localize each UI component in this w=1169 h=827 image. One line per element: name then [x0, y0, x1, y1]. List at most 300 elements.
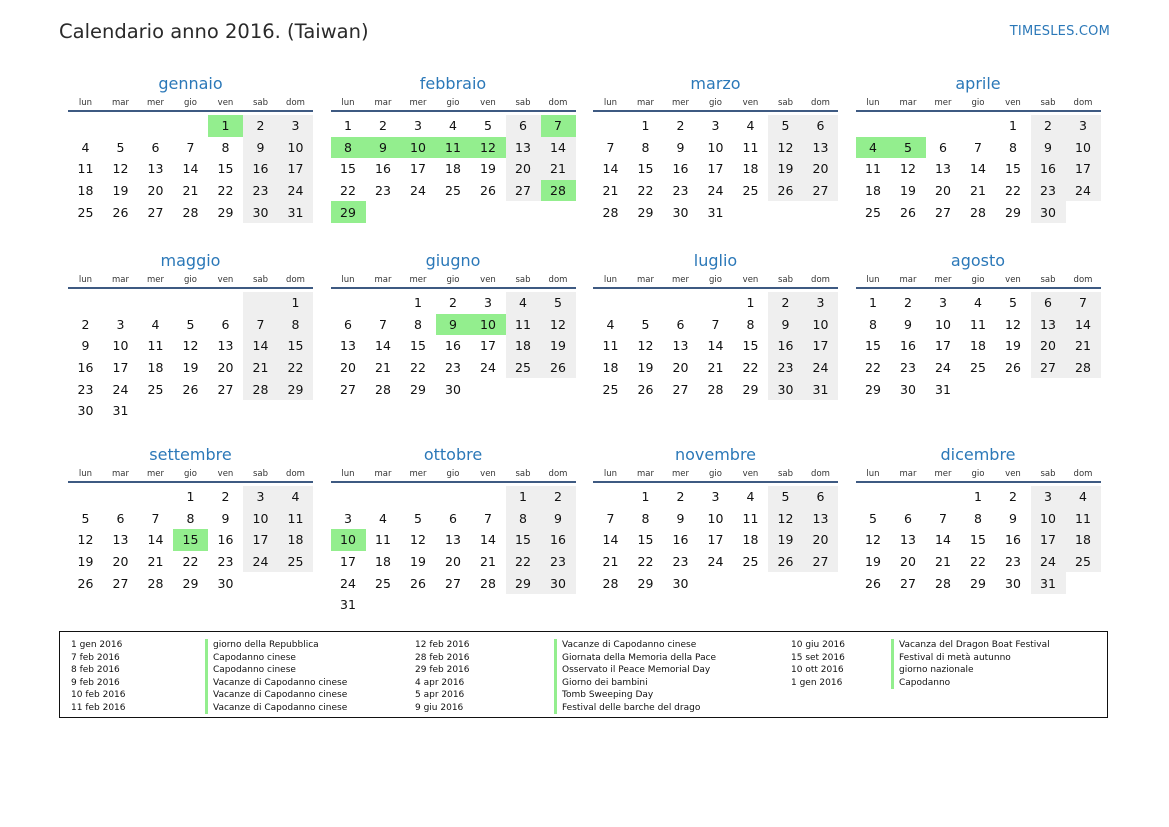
day-cell: 29	[506, 572, 541, 594]
day-cell: 25	[742, 183, 759, 199]
day-grid	[856, 115, 1101, 223]
holiday-name: Giorno dei bambini	[554, 677, 648, 690]
day-grid	[331, 486, 576, 616]
day-cell: 11	[865, 161, 881, 177]
day-cell: 8	[331, 137, 366, 159]
holiday-date: 9 feb 2016	[71, 677, 120, 688]
day-cell: 1	[414, 295, 422, 311]
empty-cell	[138, 486, 173, 508]
holiday-name: Capodanno cinese	[205, 652, 296, 665]
weekday-label: lun	[78, 98, 93, 108]
empty-cell	[698, 572, 733, 594]
weekday-header	[331, 96, 576, 112]
day-cell: 9	[436, 314, 471, 336]
month-aprile	[856, 72, 1101, 223]
empty-cell	[366, 594, 401, 616]
day-cell: 25	[742, 554, 759, 570]
day-cell: 23	[1005, 554, 1021, 570]
day-cell: 22	[217, 183, 234, 199]
day-cell: 16	[217, 532, 234, 548]
month-name: gennaio	[158, 74, 223, 93]
day-cell: 3	[484, 295, 492, 311]
month-maggio	[68, 249, 313, 422]
weekday-label: dom	[811, 98, 830, 108]
day-cell: 7	[606, 139, 615, 155]
weekday-label: ven	[742, 98, 759, 108]
day-cell: 28	[602, 204, 619, 220]
day-cell: 13	[340, 338, 356, 354]
day-cell: 28	[707, 381, 724, 397]
empty-cell	[278, 572, 313, 594]
day-cell: 10	[471, 314, 506, 336]
weekday-label: lun	[78, 469, 93, 479]
empty-cell	[436, 486, 471, 508]
empty-cell	[173, 115, 208, 137]
day-cell: 25	[970, 360, 986, 376]
day-cell: 5	[768, 115, 803, 137]
day-cell: 10	[935, 316, 951, 332]
weekday-label: ven	[1005, 469, 1021, 479]
day-cell: 30	[1005, 575, 1021, 591]
day-cell: 16	[768, 335, 803, 357]
day-cell: 19	[77, 554, 94, 570]
day-cell: 20	[1031, 335, 1066, 357]
empty-cell	[541, 594, 576, 616]
day-grid	[68, 486, 313, 594]
month-febbraio	[331, 72, 576, 223]
day-cell: 20	[803, 158, 838, 180]
holiday-date: 1 gen 2016	[71, 640, 123, 650]
day-cell: 22	[182, 554, 199, 570]
holiday-date: 29 feb 2016	[415, 665, 470, 675]
day-cell: 1	[1009, 118, 1017, 134]
weekday-label: ven	[217, 98, 234, 108]
weekday-label: gio	[709, 469, 722, 479]
day-cell: 2	[449, 295, 457, 311]
weekday-label: mar	[637, 98, 654, 108]
weekday-header	[593, 96, 838, 112]
month-name: agosto	[950, 251, 1006, 270]
day-cell: 27	[803, 551, 838, 573]
day-cell: 25	[602, 381, 619, 397]
day-cell: 19	[768, 529, 803, 551]
holiday-date: 10 giu 2016	[791, 640, 845, 650]
day-cell: 12	[768, 137, 803, 159]
day-cell: 17	[410, 161, 426, 177]
day-cell: 18	[77, 183, 94, 199]
weekday-header	[593, 273, 838, 289]
empty-cell	[173, 400, 208, 422]
weekday-label: gio	[971, 469, 985, 479]
day-cell: 15	[637, 532, 654, 548]
day-cell: 17	[112, 360, 129, 376]
day-cell: 24	[112, 381, 129, 397]
day-cell: 8	[221, 139, 230, 155]
day-cell: 20	[672, 360, 689, 376]
day-cell: 5	[484, 118, 492, 134]
day-cell: 22	[742, 360, 759, 376]
weekday-label: dom	[1073, 275, 1093, 285]
weekday-label: mer	[409, 469, 427, 479]
empty-cell	[173, 292, 208, 314]
day-cell: 21	[541, 158, 576, 180]
day-cell: 16	[900, 338, 916, 354]
day-cell: 9	[676, 139, 685, 155]
day-cell: 17	[278, 158, 313, 180]
empty-cell	[471, 378, 506, 400]
month-settembre	[68, 443, 313, 594]
day-cell: 17	[707, 161, 724, 177]
day-cell: 14	[375, 338, 391, 354]
day-cell: 8	[278, 314, 313, 336]
day-cell: 9	[221, 510, 230, 526]
weekday-label: sab	[515, 469, 531, 479]
holiday-date: 1 gen 2016	[791, 677, 843, 688]
weekday-label: lun	[866, 469, 880, 479]
months-grid	[68, 72, 1101, 632]
day-cell: 13	[147, 161, 164, 177]
weekday-header	[856, 467, 1101, 483]
day-cell: 25	[1066, 551, 1101, 573]
day-cell: 4	[379, 510, 387, 526]
weekday-label: mer	[671, 275, 689, 285]
day-cell: 29	[331, 201, 366, 223]
day-cell: 25	[445, 183, 461, 199]
day-cell: 4	[856, 137, 891, 159]
weekday-label: gio	[446, 98, 460, 108]
holiday-name: Vacanze di Capodanno cinese	[554, 639, 696, 652]
month-name: aprile	[955, 74, 1001, 93]
empty-cell	[506, 201, 541, 223]
weekday-label: dom	[548, 469, 568, 479]
day-cell: 14	[602, 161, 619, 177]
day-cell: 16	[1005, 532, 1021, 548]
day-cell: 12	[900, 161, 916, 177]
weekday-label: ven	[1005, 98, 1021, 108]
day-cell: 28	[1066, 357, 1101, 379]
weekday-label: ven	[217, 275, 234, 285]
day-cell: 23	[243, 180, 278, 202]
day-cell: 19	[541, 335, 576, 357]
day-cell: 7	[939, 510, 947, 526]
weekday-header	[68, 467, 313, 483]
holiday-date: 12 feb 2016	[415, 640, 470, 650]
day-cell: 6	[221, 316, 230, 332]
holiday-date: 15 set 2016	[791, 652, 845, 663]
day-cell: 12	[768, 508, 803, 530]
day-cell: 6	[344, 316, 352, 332]
day-cell: 5	[81, 510, 90, 526]
day-cell: 4	[151, 316, 160, 332]
day-cell: 7	[186, 139, 195, 155]
weekday-label: sab	[777, 98, 794, 108]
month-name: dicembre	[940, 445, 1016, 464]
day-cell: 11	[602, 338, 619, 354]
empty-cell	[593, 115, 628, 137]
empty-cell	[663, 292, 698, 314]
day-cell: 2	[81, 316, 90, 332]
month-ottobre	[331, 443, 576, 616]
day-cell: 3	[803, 292, 838, 314]
weekday-label: mer	[934, 275, 952, 285]
day-cell: 15	[278, 335, 313, 357]
day-cell: 18	[375, 554, 391, 570]
day-cell: 20	[803, 529, 838, 551]
day-cell: 3	[939, 295, 947, 311]
empty-cell	[103, 486, 138, 508]
weekday-label: gio	[446, 275, 460, 285]
month-luglio	[593, 249, 838, 400]
day-cell: 12	[410, 532, 426, 548]
day-cell: 29	[278, 378, 313, 400]
day-cell: 28	[243, 378, 278, 400]
holiday-name: Vacanze di Capodanno cinese	[205, 689, 347, 702]
day-cell: 24	[1066, 180, 1101, 202]
day-cell: 13	[900, 532, 916, 548]
day-cell: 22	[340, 183, 356, 199]
empty-cell	[698, 292, 733, 314]
day-cell: 21	[970, 183, 986, 199]
holiday-date: 4 apr 2016	[415, 677, 465, 688]
day-cell: 8	[974, 510, 982, 526]
day-grid	[331, 115, 576, 223]
day-cell: 13	[935, 161, 951, 177]
day-cell: 22	[1005, 183, 1021, 199]
day-cell: 22	[865, 360, 881, 376]
empty-cell	[436, 201, 471, 223]
day-cell: 15	[410, 338, 426, 354]
empty-cell	[628, 292, 663, 314]
weekday-label: sab	[252, 469, 269, 479]
weekday-label: gio	[709, 98, 722, 108]
day-cell: 24	[480, 360, 496, 376]
day-cell: 1	[506, 486, 541, 508]
day-cell: 31	[803, 378, 838, 400]
empty-cell	[506, 594, 541, 616]
holiday-name: Vacanze di Capodanno cinese	[205, 702, 347, 715]
day-cell: 3	[414, 118, 422, 134]
day-cell: 8	[414, 316, 422, 332]
weekday-header	[593, 467, 838, 483]
weekday-label: lun	[78, 275, 93, 285]
weekday-label: dom	[286, 469, 305, 479]
day-cell: 24	[340, 575, 356, 591]
day-cell: 29	[410, 381, 426, 397]
holiday-date: 8 feb 2016	[71, 665, 120, 675]
day-cell: 25	[375, 575, 391, 591]
day-cell: 30	[541, 572, 576, 594]
empty-cell	[471, 486, 506, 508]
day-grid	[593, 486, 838, 594]
month-name: ottobre	[423, 445, 483, 464]
weekday-label: mar	[112, 275, 129, 285]
day-cell: 20	[112, 554, 129, 570]
empty-cell	[278, 400, 313, 422]
day-cell: 21	[480, 554, 496, 570]
day-cell: 14	[1066, 314, 1101, 336]
day-cell: 5	[641, 316, 650, 332]
day-cell: 17	[243, 529, 278, 551]
day-cell: 17	[707, 532, 724, 548]
day-cell: 27	[935, 204, 951, 220]
weekday-label: mar	[112, 98, 129, 108]
day-cell: 29	[865, 381, 881, 397]
empty-cell	[1066, 378, 1101, 400]
day-cell: 27	[672, 381, 689, 397]
day-cell: 29	[970, 575, 986, 591]
day-cell: 10	[243, 508, 278, 530]
day-cell: 22	[410, 360, 426, 376]
day-cell: 18	[742, 161, 759, 177]
day-cell: 11	[742, 510, 759, 526]
empty-cell	[1031, 378, 1066, 400]
weekday-label: mar	[374, 98, 392, 108]
weekday-label: sab	[1040, 275, 1056, 285]
day-cell: 26	[1005, 360, 1021, 376]
day-cell: 28	[935, 575, 951, 591]
empty-cell	[138, 292, 173, 314]
day-cell: 1	[746, 295, 755, 311]
day-cell: 12	[182, 338, 199, 354]
month-name: settembre	[149, 445, 232, 464]
day-cell: 21	[602, 183, 619, 199]
day-cell: 6	[803, 115, 838, 137]
day-cell: 21	[602, 554, 619, 570]
day-cell: 1	[641, 118, 650, 134]
day-cell: 27	[1031, 357, 1066, 379]
day-cell: 11	[506, 314, 541, 336]
empty-cell	[1066, 201, 1101, 223]
day-cell: 13	[506, 137, 541, 159]
empty-cell	[208, 292, 243, 314]
day-cell: 26	[768, 551, 803, 573]
weekday-label: gio	[709, 275, 722, 285]
weekday-label: lun	[603, 98, 618, 108]
day-cell: 27	[900, 575, 916, 591]
day-cell: 13	[112, 532, 129, 548]
empty-cell	[138, 400, 173, 422]
day-cell: 24	[707, 554, 724, 570]
weekday-label: sab	[515, 275, 531, 285]
day-cell: 12	[541, 314, 576, 336]
day-cell: 3	[278, 115, 313, 137]
day-cell: 11	[742, 139, 759, 155]
holiday-date: 10 ott 2016	[791, 665, 844, 675]
weekday-label: sab	[1040, 98, 1056, 108]
holiday-name: Festival delle barche del drago	[554, 702, 700, 715]
day-cell: 9	[366, 137, 401, 159]
day-cell: 10	[1031, 508, 1066, 530]
day-cell: 16	[541, 529, 576, 551]
day-cell: 17	[340, 554, 356, 570]
empty-cell	[733, 572, 768, 594]
day-cell: 31	[278, 201, 313, 223]
month-name: febbraio	[419, 74, 487, 93]
empty-cell	[401, 486, 436, 508]
day-cell: 7	[711, 316, 720, 332]
day-cell: 10	[331, 529, 366, 551]
day-cell: 23	[445, 360, 461, 376]
month-name: luglio	[693, 251, 738, 270]
day-cell: 8	[506, 508, 541, 530]
day-cell: 23	[1031, 180, 1066, 202]
weekday-label: dom	[811, 275, 830, 285]
day-cell: 16	[1031, 158, 1066, 180]
day-cell: 7	[243, 314, 278, 336]
day-cell: 24	[243, 551, 278, 573]
empty-cell	[856, 486, 891, 508]
day-cell: 14	[541, 137, 576, 159]
day-cell: 5	[891, 137, 926, 159]
day-cell: 18	[970, 338, 986, 354]
month-giugno	[331, 249, 576, 400]
weekday-label: gio	[184, 98, 197, 108]
day-cell: 10	[401, 137, 436, 159]
month-dicembre	[856, 443, 1101, 594]
weekday-label: ven	[742, 469, 759, 479]
weekday-label: mer	[409, 98, 427, 108]
weekday-label: dom	[1073, 98, 1093, 108]
empty-cell	[768, 201, 803, 223]
day-cell: 28	[602, 575, 619, 591]
weekday-label: mar	[374, 275, 392, 285]
day-cell: 23	[77, 381, 94, 397]
day-cell: 5	[869, 510, 877, 526]
day-cell: 6	[676, 316, 685, 332]
month-name: maggio	[160, 251, 221, 270]
day-cell: 17	[935, 338, 951, 354]
weekday-label: mer	[934, 469, 952, 479]
day-cell: 6	[939, 139, 947, 155]
weekday-label: lun	[603, 275, 618, 285]
day-cell: 1	[869, 295, 877, 311]
day-cell: 23	[768, 357, 803, 379]
day-cell: 9	[676, 510, 685, 526]
weekday-label: sab	[1040, 469, 1056, 479]
day-cell: 15	[637, 161, 654, 177]
month-gennaio	[68, 72, 313, 223]
day-cell: 15	[742, 338, 759, 354]
empty-cell	[856, 115, 891, 137]
site-link[interactable]: TIMESLES.COM	[1009, 24, 1110, 39]
day-cell: 3	[711, 489, 720, 505]
day-cell: 7	[151, 510, 160, 526]
day-cell: 25	[77, 204, 94, 220]
day-cell: 10	[112, 338, 129, 354]
holiday-name: Festival di metà autunno	[891, 652, 1011, 665]
empty-cell	[891, 486, 926, 508]
holiday-date: 7 feb 2016	[71, 652, 120, 663]
day-cell: 21	[375, 360, 391, 376]
day-cell: 9	[768, 314, 803, 336]
weekday-label: mar	[112, 469, 129, 479]
day-cell: 23	[672, 554, 689, 570]
day-cell: 27	[340, 381, 356, 397]
empty-cell	[68, 292, 103, 314]
day-cell: 19	[637, 360, 654, 376]
weekday-label: dom	[1073, 469, 1093, 479]
empty-cell	[331, 486, 366, 508]
empty-cell	[593, 486, 628, 508]
empty-cell	[366, 292, 401, 314]
weekday-label: lun	[341, 469, 355, 479]
holiday-date: 11 feb 2016	[71, 702, 126, 713]
day-cell: 19	[410, 554, 426, 570]
empty-cell	[401, 594, 436, 616]
day-cell: 24	[707, 183, 724, 199]
day-cell: 27	[506, 180, 541, 202]
day-cell: 30	[1031, 201, 1066, 223]
